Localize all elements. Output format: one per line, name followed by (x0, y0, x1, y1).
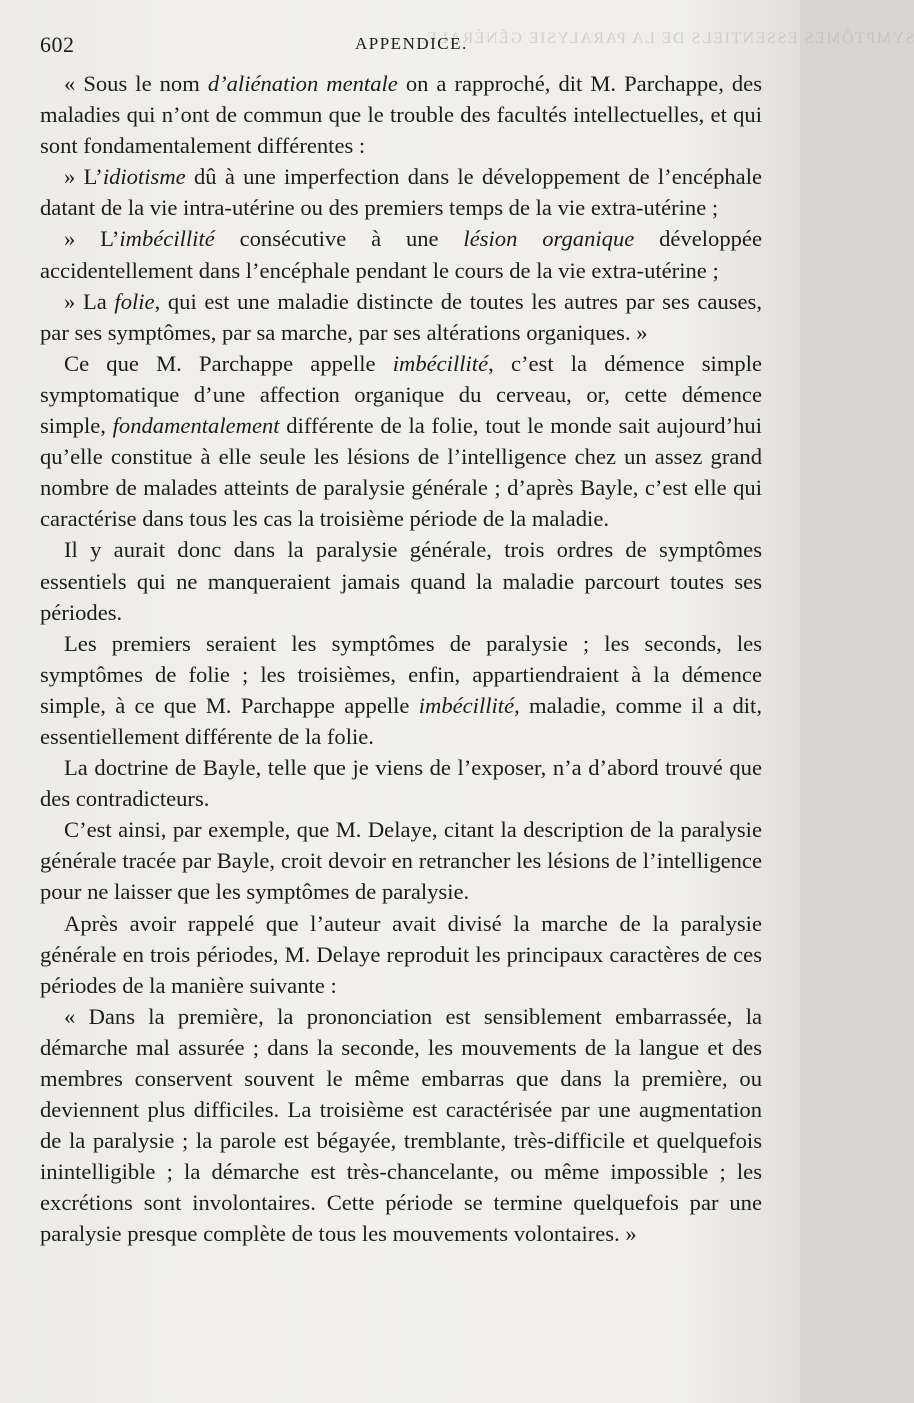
text-run: « Sous le nom (64, 71, 208, 96)
bleed-through-text: SYMPTÔMES ESSENTIELS DE LA PARALYSIE GÉNÉRALE. (420, 30, 914, 47)
paragraph (40, 814, 762, 907)
paragraph (40, 752, 762, 814)
text-run: Après avoir rappelé que l’auteur avait divisé la marche de la paralysie générale en trois périodes, M. Delaye reproduit les principaux caractères de ces périodes de la manière suivante : (40, 910, 762, 998)
text-run: dû à une imperfection dans le développement de l’encéphale datant de la vie intra-utérine ou des premiers temps de la vie extra-utérine ; (40, 164, 762, 221)
italic-text: d’aliénation mentale (207, 71, 398, 96)
text-run: on a rapproché, dit M. Parchappe, des maladies qui n’ont de commun que le trouble des facultés intellectuelles, et qui sont fondamentalement différentes : (40, 71, 762, 159)
paragraph (40, 908, 762, 1001)
italic-text: imbécillité (418, 692, 515, 718)
paragraph (40, 68, 762, 161)
text-run: La doctrine de Bayle, telle que je viens de l’exposer, n’a d’abord trouvé que des contradicteurs. (40, 755, 762, 812)
text-run: » L’ (64, 226, 120, 252)
italic-text: imbécillité (392, 350, 489, 376)
body-text (40, 68, 762, 1250)
paragraph (40, 223, 762, 285)
italic-text: idiotisme (102, 164, 186, 190)
text-run: « Dans la première, la prononciation est sensiblement embarrassée, la démarche mal assurée ; dans la seconde, les mouvements de la langue et des membres conservent souvent le même embarras que dans la première, ou deviennent plus difficiles. La troisième est caractérisée par une augmentation de la paralysie ; la parole est bégayée, tremblante, très-difficile et quelquefois inintelligible ; la démarche est très-chancelante, ou même impossible ; les excrétions sont involontaires. Cette période se termine quelquefois par une paralysie presque complète de tous les mouvements volontaires. » (40, 1003, 762, 1247)
page-number: 602 (40, 32, 75, 57)
running-title: APPENDICE. (355, 34, 468, 53)
text-run: » L’ (64, 164, 103, 190)
text-run: développée accidentellement dans l’encéphale pendant le cours de la vie extra-utérine ; (40, 226, 762, 283)
text-run: différente de la folie, tout le monde sait aujourd’hui qu’elle constitue à elle seule les lésions de l’intelligence chez un assez grand nombre de malades atteints de paralysie générale ; d’après Bayle, c’est elle qui caractérise dans tous les cas la troisième période de la maladie. (40, 413, 762, 532)
text-run: Il y aurait donc dans la paralysie générale, trois ordres de symptômes essentiels qui ne manqueraient jamais quand la maladie parcourt toutes ses périodes. (40, 537, 762, 625)
italic-text: imbécillité (119, 226, 215, 252)
text-run: C’est ainsi, par exemple, que M. Delaye, citant la description de la paralysie générale tracée par Bayle, croit devoir en retrancher les lésions de l’intelligence pour ne laisser que les symptômes de paralysie. (40, 817, 762, 905)
page-header (40, 32, 760, 56)
text-run: , c’est la démence simple symptomatique d’une affection organique du cerveau, or, cette démence simple, (40, 350, 762, 439)
paragraph (40, 161, 762, 223)
paragraph (40, 628, 762, 752)
italic-text: folie (114, 288, 155, 314)
paragraph (40, 286, 762, 348)
text-run: » La (64, 288, 115, 314)
italic-text: lésion organique (463, 226, 635, 252)
text-run: , qui est une maladie distincte de toutes les autres par ses causes, par ses symptômes, par sa marche, par ses altérations organiques. » (40, 288, 762, 345)
text-run: , maladie, comme il a dit, essentiellement différente de la folie. (40, 692, 762, 749)
paragraph (40, 534, 762, 627)
italic-text: fondamentalement (112, 413, 280, 439)
text-run: consécutive à une (214, 226, 464, 252)
paragraph (40, 1001, 762, 1250)
paragraph (40, 348, 762, 535)
text-run: Ce que M. Parchappe appelle (64, 350, 393, 376)
text-run: Les premiers seraient les symptômes de paralysie ; les seconds, les symptômes de folie ; les troisièmes, enfin, appartiendraient à la démence simple, à ce que M. Parchappe appelle (40, 630, 762, 718)
